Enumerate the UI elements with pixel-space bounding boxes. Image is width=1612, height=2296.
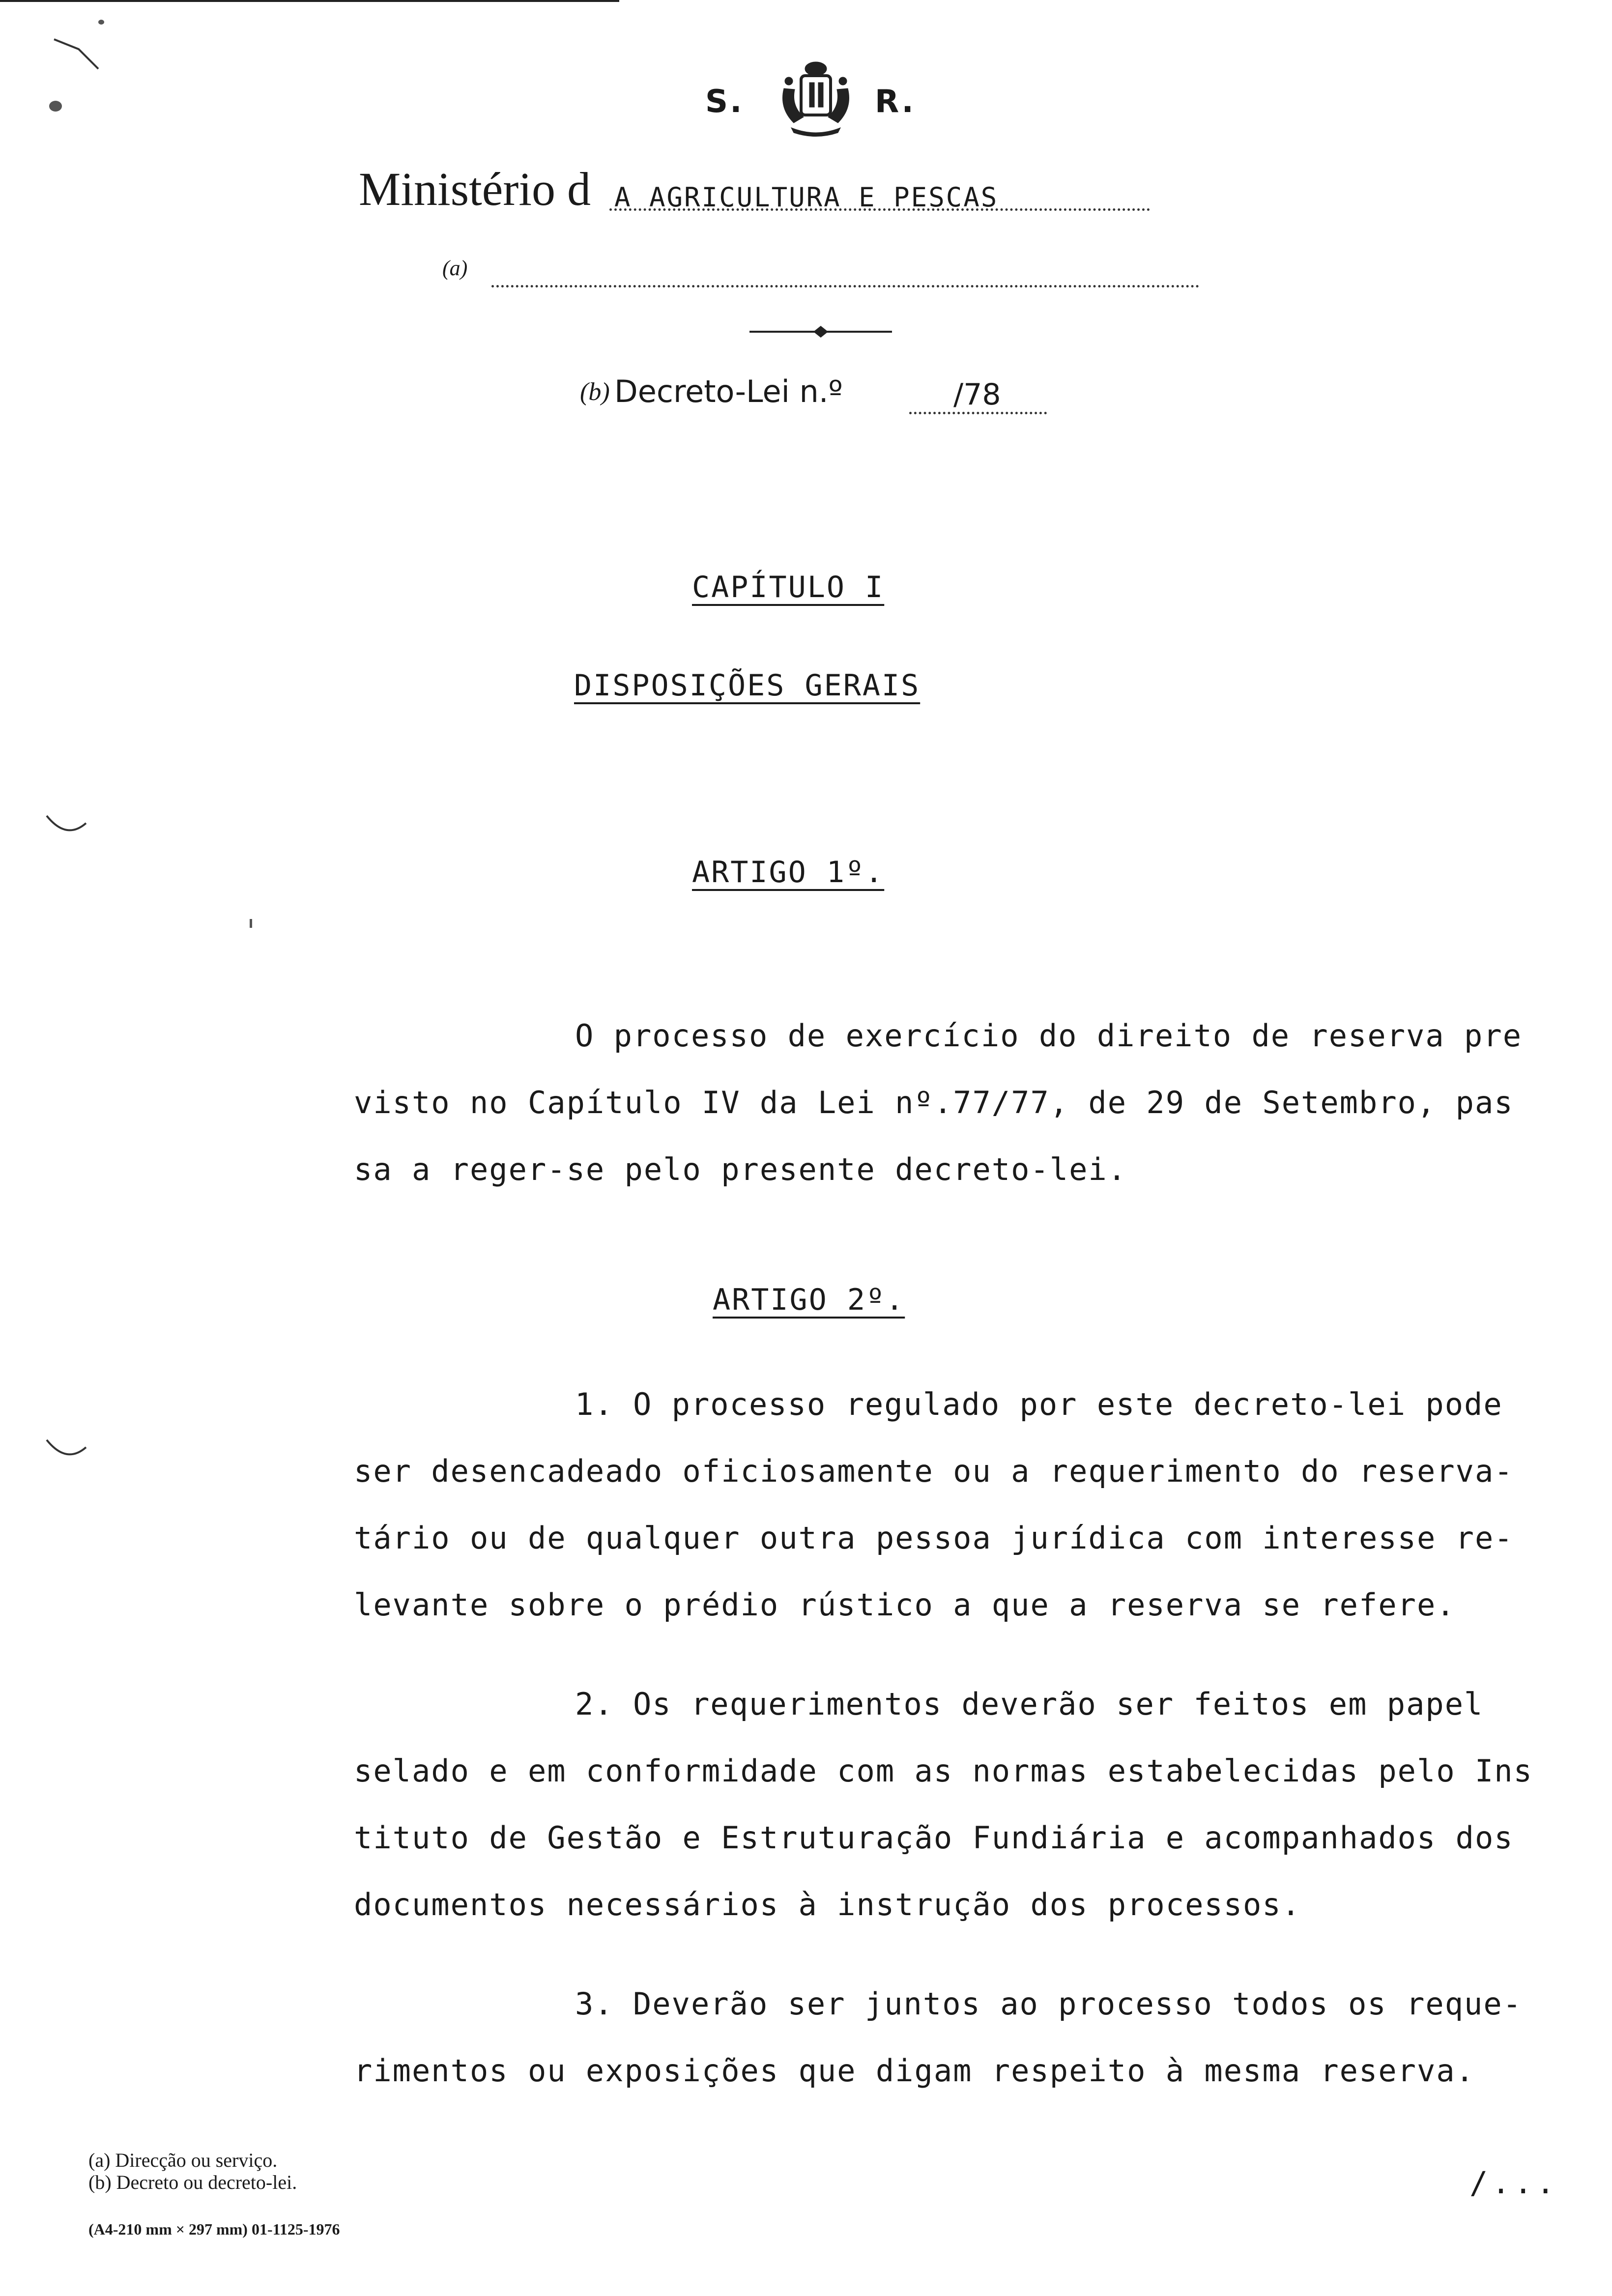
text-line: O processo de exercício do direito de reserva pre — [575, 1018, 1523, 1054]
coat-of-arms-icon — [774, 59, 858, 138]
text-line: 3. Deverão ser juntos ao processo todos os reque- — [575, 1986, 1523, 2022]
decree-prefix: (b) — [580, 378, 610, 406]
scan-speck — [98, 20, 104, 25]
header-letter-s: S. — [705, 84, 744, 120]
text-line: selado e em conformidade com as normas estabelecidas pelo Ins — [354, 1753, 1533, 1789]
ministry-name: A AGRICULTURA E PESCAS — [614, 182, 999, 213]
scan-speck — [49, 101, 62, 112]
decree-dotted-line — [909, 412, 1047, 414]
article-2-item-3 — [354, 1971, 1553, 2104]
text-line: documentos necessários à instrução dos processos. — [354, 1887, 1301, 1923]
header-letter-r: R. — [875, 84, 916, 120]
scan-stroke-mark — [49, 29, 108, 79]
footnote-a: (a) Direcção ou serviço. — [88, 2149, 278, 2171]
top-rule — [0, 0, 619, 2]
article-2-item-2 — [354, 1671, 1553, 1938]
decree-number: /78 — [953, 377, 1001, 412]
text-line: 2. Os requerimentos deverão ser feitos em papel — [575, 1686, 1484, 1722]
text-line: 1. O processo regulado por este decreto-lei pode — [575, 1386, 1503, 1422]
text-line: ser desencadeado oficiosamente ou a requerimento do reserva- — [354, 1453, 1514, 1489]
scan-hole-mark — [44, 811, 88, 840]
text-line: levante sobre o prédio rústico a que a reserva se refere. — [354, 1587, 1456, 1623]
decree-line — [580, 373, 1062, 418]
form-code: (A4-210 mm × 297 mm) 01-1125-1976 — [88, 2220, 340, 2238]
text-line: sa a reger-se pelo presente decreto-lei. — [354, 1151, 1127, 1187]
text-line: tituto de Gestão e Estruturação Fundiária e acompanhados dos — [354, 1820, 1514, 1856]
text-line: tário ou de qualquer outra pessoa jurídica com interesse re- — [354, 1520, 1514, 1556]
chapter-title: CAPÍTULO I — [692, 570, 885, 604]
footnote-b: (b) Decreto ou decreto-lei. — [88, 2171, 297, 2193]
service-dotted-line — [491, 285, 1199, 287]
service-line-label: (a) — [442, 256, 468, 280]
scan-hole-mark — [44, 1435, 88, 1464]
scan-speck — [250, 919, 252, 928]
decree-label: Decreto-Lei n.º — [614, 373, 843, 409]
ministry-label: Ministério d — [359, 163, 591, 215]
continuation-mark: /... — [1469, 2165, 1559, 2201]
diamond-separator — [749, 324, 892, 339]
ministry-line — [359, 162, 1283, 226]
text-line: rimentos ou exposições que digam respeito à mesma reserva. — [354, 2053, 1475, 2089]
article-2-item-1 — [354, 1371, 1553, 1638]
article-1-heading: ARTIGO 1º. — [692, 855, 885, 890]
article-2-heading: ARTIGO 2º. — [713, 1283, 905, 1317]
chapter-subtitle: DISPOSIÇÕES GERAIS — [574, 668, 921, 703]
text-line: visto no Capítulo IV da Lei nº.77/77, de 29 de Setembro, pas — [354, 1085, 1514, 1120]
article-1-paragraph — [354, 1003, 1553, 1203]
